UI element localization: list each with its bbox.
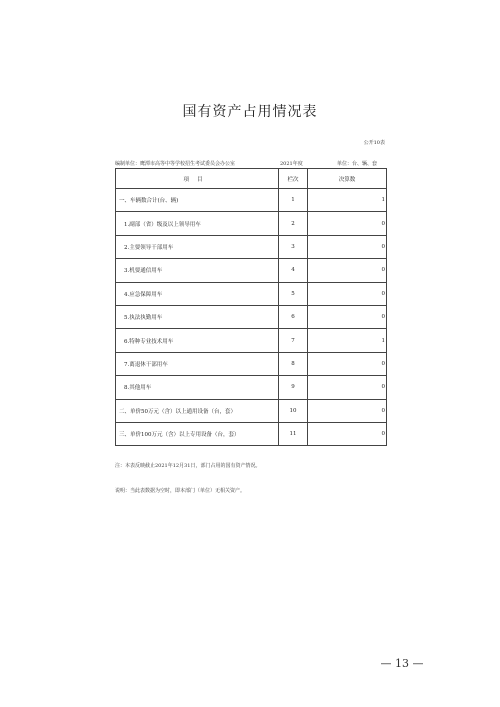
row-seq: 1	[279, 189, 308, 212]
table-header-row	[116, 169, 387, 189]
table-row	[116, 259, 387, 282]
table-note: 注：本表反映截止2021年12月31日，部门占用的国有资产情况。	[115, 463, 261, 469]
table-row	[116, 329, 387, 352]
row-value: 0	[308, 235, 387, 258]
col-header-item: 项目	[116, 169, 279, 189]
row-item: 4.应急保障用车	[116, 282, 279, 305]
header-unit: 单位：台、辆、套	[337, 161, 378, 167]
row-item: 二、单价50万元（含）以上通用设备（台，套）	[116, 399, 279, 422]
table-row	[116, 422, 387, 445]
table-row	[116, 352, 387, 375]
page-number: — 13 —	[380, 657, 424, 670]
col-header-value: 决算数	[308, 169, 387, 189]
row-seq: 11	[279, 422, 308, 445]
row-seq: 6	[279, 305, 308, 328]
row-seq: 3	[279, 235, 308, 258]
row-item: 1.副部（省）级及以上领导用车	[116, 212, 279, 235]
row-seq: 2	[279, 212, 308, 235]
row-value: 0	[308, 422, 387, 445]
table-row	[116, 305, 387, 328]
row-value: 1	[308, 329, 387, 352]
header-year: 2021年度	[280, 161, 303, 167]
col-header-seq: 栏次	[279, 169, 308, 189]
row-seq: 9	[279, 376, 308, 399]
table-row	[116, 235, 387, 258]
row-item: 3.机要通信用车	[116, 259, 279, 282]
row-item: 三、单价100万元（含）以上专用设备（台，套）	[116, 422, 279, 445]
row-value: 0	[308, 259, 387, 282]
row-value: 0	[308, 282, 387, 305]
row-seq: 10	[279, 399, 308, 422]
table-row	[116, 376, 387, 399]
row-value: 0	[308, 376, 387, 399]
asset-table	[115, 168, 387, 446]
table-explanation: 说明：当此表数据为空时，即本部门（单位）无相关资产。	[115, 488, 246, 494]
table-row	[116, 212, 387, 235]
header-org: 编制单位：鹰潭市高等中等学校招生考试委员会办公室	[115, 161, 236, 167]
form-number: 公开10表	[363, 140, 385, 146]
row-value: 0	[308, 212, 387, 235]
row-seq: 7	[279, 329, 308, 352]
row-item: 6.特种专业技术用车	[116, 329, 279, 352]
row-item: 2.主要领导干部用车	[116, 235, 279, 258]
row-item: 8.其他用车	[116, 376, 279, 399]
row-value: 0	[308, 305, 387, 328]
row-item: 5.执法执勤用车	[116, 305, 279, 328]
row-value: 1	[308, 189, 387, 212]
row-item: 7.离退休干部用车	[116, 352, 279, 375]
table-row	[116, 189, 387, 212]
row-seq: 4	[279, 259, 308, 282]
table-row	[116, 399, 387, 422]
row-seq: 8	[279, 352, 308, 375]
page-title: 国有资产占用情况表	[182, 104, 318, 120]
row-value: 0	[308, 399, 387, 422]
row-value: 0	[308, 352, 387, 375]
row-seq: 5	[279, 282, 308, 305]
table-row	[116, 282, 387, 305]
row-item: 一、车辆数合计(台、辆)	[116, 189, 279, 212]
